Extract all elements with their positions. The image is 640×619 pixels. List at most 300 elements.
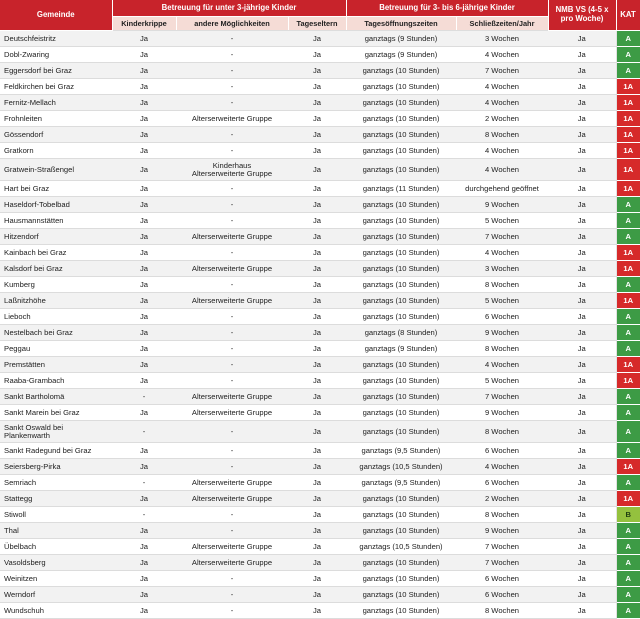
table-row (0, 571, 640, 587)
cell-kinderkrippe: Ja (112, 95, 176, 111)
cell-tageseltern: Ja (288, 491, 346, 507)
cell-nmb: Ja (548, 459, 616, 475)
cell-tageseltern: Ja (288, 79, 346, 95)
cell-kat: A (616, 421, 640, 443)
cell-andere-moeglichkeiten: - (176, 79, 288, 95)
cell-kat: A (616, 229, 640, 245)
cell-oeffnungszeiten: ganztags (10 Stunden) (346, 261, 456, 277)
cell-schliesszeiten: 6 Wochen (456, 443, 548, 459)
cell-oeffnungszeiten: ganztags (10 Stunden) (346, 213, 456, 229)
cell-gemeinde: Semriach (0, 475, 112, 491)
cell-andere-moeglichkeiten: - (176, 443, 288, 459)
cell-nmb: Ja (548, 31, 616, 47)
cell-oeffnungszeiten: ganztags (10,5 Stunden) (346, 539, 456, 555)
cell-gemeinde: Thal (0, 523, 112, 539)
cell-nmb: Ja (548, 555, 616, 571)
cell-gemeinde: Feldkirchen bei Graz (0, 79, 112, 95)
cell-schliesszeiten: 8 Wochen (456, 421, 548, 443)
table-row (0, 245, 640, 261)
table-row (0, 421, 640, 443)
cell-oeffnungszeiten: ganztags (10 Stunden) (346, 571, 456, 587)
table-body (0, 31, 640, 619)
cell-tageseltern: Ja (288, 127, 346, 143)
cell-nmb: Ja (548, 63, 616, 79)
column-header-kat: KAT (616, 0, 640, 31)
cell-gemeinde: Lieboch (0, 309, 112, 325)
cell-tageseltern: Ja (288, 95, 346, 111)
cell-kat: A (616, 63, 640, 79)
cell-schliesszeiten: 3 Wochen (456, 261, 548, 277)
cell-kinderkrippe: Ja (112, 277, 176, 293)
cell-tageseltern: Ja (288, 341, 346, 357)
cell-nmb: Ja (548, 47, 616, 63)
cell-andere-moeglichkeiten: - (176, 245, 288, 261)
cell-oeffnungszeiten: ganztags (10 Stunden) (346, 111, 456, 127)
cell-kinderkrippe: Ja (112, 143, 176, 159)
cell-schliesszeiten: 7 Wochen (456, 555, 548, 571)
cell-tageseltern: Ja (288, 181, 346, 197)
cell-gemeinde: Sankt Marein bei Graz (0, 405, 112, 421)
table-header (0, 0, 640, 31)
cell-kinderkrippe: - (112, 507, 176, 523)
cell-nmb: Ja (548, 491, 616, 507)
cell-nmb: Ja (548, 539, 616, 555)
cell-gemeinde: Sankt Bartholomä (0, 389, 112, 405)
table-row (0, 293, 640, 309)
cell-nmb: Ja (548, 181, 616, 197)
cell-oeffnungszeiten: ganztags (10 Stunden) (346, 587, 456, 603)
cell-gemeinde: Kainbach bei Graz (0, 245, 112, 261)
cell-gemeinde: Vasoldsberg (0, 555, 112, 571)
cell-gemeinde: Übelbach (0, 539, 112, 555)
cell-oeffnungszeiten: ganztags (10 Stunden) (346, 523, 456, 539)
cell-andere-moeglichkeiten: Alterserweiterte Gruppe (176, 111, 288, 127)
cell-tageseltern: Ja (288, 389, 346, 405)
cell-gemeinde: Hitzendorf (0, 229, 112, 245)
column-header-schliesszeiten: Schließzeiten/Jahr (456, 17, 548, 31)
cell-tageseltern: Ja (288, 213, 346, 229)
table-row (0, 459, 640, 475)
cell-tageseltern: Ja (288, 197, 346, 213)
cell-kat: 1A (616, 373, 640, 389)
cell-andere-moeglichkeiten: Alterserweiterte Gruppe (176, 229, 288, 245)
cell-kat: A (616, 47, 640, 63)
cell-kinderkrippe: - (112, 475, 176, 491)
cell-nmb: Ja (548, 159, 616, 181)
cell-schliesszeiten: 6 Wochen (456, 309, 548, 325)
cell-schliesszeiten: 6 Wochen (456, 475, 548, 491)
cell-oeffnungszeiten: ganztags (11 Stunden) (346, 181, 456, 197)
cell-nmb: Ja (548, 523, 616, 539)
cell-nmb: Ja (548, 213, 616, 229)
cell-schliesszeiten: 2 Wochen (456, 111, 548, 127)
cell-kat: A (616, 443, 640, 459)
cell-kat: A (616, 523, 640, 539)
cell-schliesszeiten: 5 Wochen (456, 293, 548, 309)
cell-tageseltern: Ja (288, 587, 346, 603)
cell-schliesszeiten: 4 Wochen (456, 357, 548, 373)
table-row (0, 587, 640, 603)
table-row (0, 111, 640, 127)
cell-nmb: Ja (548, 603, 616, 619)
cell-gemeinde: Eggersdorf bei Graz (0, 63, 112, 79)
cell-nmb: Ja (548, 95, 616, 111)
cell-tageseltern: Ja (288, 539, 346, 555)
cell-andere-moeglichkeiten: - (176, 197, 288, 213)
column-header-oeffnungszeiten: Tagesöffnungszeiten (346, 17, 456, 31)
cell-kat: A (616, 475, 640, 491)
cell-andere-moeglichkeiten: Alterserweiterte Gruppe (176, 261, 288, 277)
cell-kinderkrippe: Ja (112, 555, 176, 571)
cell-gemeinde: Hausmannstätten (0, 213, 112, 229)
cell-schliesszeiten: 3 Wochen (456, 31, 548, 47)
cell-tageseltern: Ja (288, 475, 346, 491)
cell-kat: 1A (616, 245, 640, 261)
cell-oeffnungszeiten: ganztags (10 Stunden) (346, 245, 456, 261)
cell-tageseltern: Ja (288, 63, 346, 79)
cell-nmb: Ja (548, 143, 616, 159)
cell-schliesszeiten: 7 Wochen (456, 63, 548, 79)
cell-oeffnungszeiten: ganztags (10 Stunden) (346, 603, 456, 619)
cell-gemeinde: Frohnleiten (0, 111, 112, 127)
cell-andere-moeglichkeiten: - (176, 523, 288, 539)
cell-kinderkrippe: Ja (112, 111, 176, 127)
cell-kinderkrippe: Ja (112, 159, 176, 181)
cell-tageseltern: Ja (288, 603, 346, 619)
cell-kinderkrippe: Ja (112, 261, 176, 277)
cell-andere-moeglichkeiten: Alterserweiterte Gruppe (176, 389, 288, 405)
cell-andere-moeglichkeiten: - (176, 459, 288, 475)
cell-oeffnungszeiten: ganztags (10 Stunden) (346, 277, 456, 293)
cell-gemeinde: Raaba-Grambach (0, 373, 112, 389)
cell-schliesszeiten: 4 Wochen (456, 47, 548, 63)
cell-andere-moeglichkeiten: - (176, 587, 288, 603)
cell-andere-moeglichkeiten: Alterserweiterte Gruppe (176, 405, 288, 421)
cell-kinderkrippe: Ja (112, 245, 176, 261)
cell-gemeinde: Dobl-Zwaring (0, 47, 112, 63)
cell-schliesszeiten: 9 Wochen (456, 197, 548, 213)
cell-kinderkrippe: Ja (112, 443, 176, 459)
cell-gemeinde: Stiwoll (0, 507, 112, 523)
cell-gemeinde: Sankt Oswald bei Plankenwarth (0, 421, 112, 443)
cell-kat: A (616, 309, 640, 325)
cell-oeffnungszeiten: ganztags (10 Stunden) (346, 555, 456, 571)
cell-andere-moeglichkeiten: - (176, 421, 288, 443)
cell-kat: A (616, 197, 640, 213)
cell-kat: 1A (616, 181, 640, 197)
table-row (0, 127, 640, 143)
cell-schliesszeiten: 2 Wochen (456, 491, 548, 507)
cell-schliesszeiten: 8 Wochen (456, 127, 548, 143)
cell-oeffnungszeiten: ganztags (9 Stunden) (346, 341, 456, 357)
cell-kinderkrippe: Ja (112, 571, 176, 587)
cell-kinderkrippe: Ja (112, 587, 176, 603)
cell-schliesszeiten: 9 Wochen (456, 325, 548, 341)
cell-oeffnungszeiten: ganztags (10 Stunden) (346, 127, 456, 143)
cell-kinderkrippe: Ja (112, 459, 176, 475)
cell-schliesszeiten: 5 Wochen (456, 373, 548, 389)
cell-nmb: Ja (548, 79, 616, 95)
table-row (0, 261, 640, 277)
table-row (0, 357, 640, 373)
table-row (0, 389, 640, 405)
cell-nmb: Ja (548, 421, 616, 443)
cell-kat: A (616, 571, 640, 587)
cell-oeffnungszeiten: ganztags (10 Stunden) (346, 405, 456, 421)
table-row (0, 475, 640, 491)
cell-oeffnungszeiten: ganztags (10 Stunden) (346, 491, 456, 507)
table-row (0, 603, 640, 619)
cell-oeffnungszeiten: ganztags (10 Stunden) (346, 143, 456, 159)
cell-tageseltern: Ja (288, 555, 346, 571)
cell-oeffnungszeiten: ganztags (10 Stunden) (346, 373, 456, 389)
cell-kat: 1A (616, 357, 640, 373)
cell-oeffnungszeiten: ganztags (10,5 Stunden) (346, 459, 456, 475)
cell-schliesszeiten: 4 Wochen (456, 245, 548, 261)
cell-andere-moeglichkeiten: - (176, 325, 288, 341)
cell-schliesszeiten: 4 Wochen (456, 143, 548, 159)
cell-kinderkrippe: Ja (112, 197, 176, 213)
cell-andere-moeglichkeiten: Alterserweiterte Gruppe (176, 293, 288, 309)
column-header-tageseltern: Tageseltern (288, 17, 346, 31)
cell-schliesszeiten: 4 Wochen (456, 159, 548, 181)
cell-tageseltern: Ja (288, 507, 346, 523)
cell-kinderkrippe: Ja (112, 603, 176, 619)
cell-andere-moeglichkeiten: - (176, 213, 288, 229)
cell-gemeinde: Kalsdorf bei Graz (0, 261, 112, 277)
cell-kat: A (616, 405, 640, 421)
cell-kinderkrippe: Ja (112, 127, 176, 143)
cell-gemeinde: Werndorf (0, 587, 112, 603)
cell-andere-moeglichkeiten: Alterserweiterte Gruppe (176, 475, 288, 491)
cell-gemeinde: Deutschfeistritz (0, 31, 112, 47)
cell-schliesszeiten: 8 Wochen (456, 507, 548, 523)
cell-kinderkrippe: Ja (112, 309, 176, 325)
cell-gemeinde: Peggau (0, 341, 112, 357)
cell-kinderkrippe: Ja (112, 31, 176, 47)
cell-kat: A (616, 341, 640, 357)
cell-gemeinde: Wundschuh (0, 603, 112, 619)
table-row (0, 143, 640, 159)
cell-kinderkrippe: Ja (112, 293, 176, 309)
cell-nmb: Ja (548, 587, 616, 603)
cell-schliesszeiten: 9 Wochen (456, 405, 548, 421)
cell-kat: A (616, 389, 640, 405)
table-row (0, 523, 640, 539)
cell-kat: 1A (616, 293, 640, 309)
cell-andere-moeglichkeiten: - (176, 31, 288, 47)
cell-schliesszeiten: 8 Wochen (456, 603, 548, 619)
table-row (0, 373, 640, 389)
cell-andere-moeglichkeiten: - (176, 95, 288, 111)
cell-kat: A (616, 213, 640, 229)
cell-andere-moeglichkeiten: - (176, 603, 288, 619)
cell-kat: 1A (616, 79, 640, 95)
cell-gemeinde: Nestelbach bei Graz (0, 325, 112, 341)
cell-schliesszeiten: 4 Wochen (456, 79, 548, 95)
cell-gemeinde: Stattegg (0, 491, 112, 507)
cell-nmb: Ja (548, 127, 616, 143)
cell-nmb: Ja (548, 293, 616, 309)
cell-oeffnungszeiten: ganztags (10 Stunden) (346, 229, 456, 245)
cell-nmb: Ja (548, 405, 616, 421)
table-row (0, 197, 640, 213)
cell-andere-moeglichkeiten: - (176, 357, 288, 373)
cell-schliesszeiten: 8 Wochen (456, 277, 548, 293)
cell-kat: 1A (616, 127, 640, 143)
cell-schliesszeiten: 7 Wochen (456, 229, 548, 245)
cell-kinderkrippe: Ja (112, 63, 176, 79)
column-header-kinderkrippe: Kinderkrippe (112, 17, 176, 31)
cell-nmb: Ja (548, 261, 616, 277)
cell-gemeinde: Sankt Radegund bei Graz (0, 443, 112, 459)
cell-kinderkrippe: Ja (112, 47, 176, 63)
cell-tageseltern: Ja (288, 459, 346, 475)
cell-gemeinde: Premstätten (0, 357, 112, 373)
cell-oeffnungszeiten: ganztags (10 Stunden) (346, 79, 456, 95)
cell-kinderkrippe: - (112, 389, 176, 405)
cell-tageseltern: Ja (288, 229, 346, 245)
cell-tageseltern: Ja (288, 357, 346, 373)
cell-kinderkrippe: Ja (112, 405, 176, 421)
cell-kinderkrippe: - (112, 421, 176, 443)
table-row (0, 229, 640, 245)
table-row (0, 213, 640, 229)
cell-oeffnungszeiten: ganztags (10 Stunden) (346, 421, 456, 443)
cell-oeffnungszeiten: ganztags (10 Stunden) (346, 293, 456, 309)
table-row (0, 181, 640, 197)
cell-tageseltern: Ja (288, 443, 346, 459)
cell-schliesszeiten: 8 Wochen (456, 341, 548, 357)
cell-schliesszeiten: 6 Wochen (456, 587, 548, 603)
cell-nmb: Ja (548, 197, 616, 213)
cell-kinderkrippe: Ja (112, 79, 176, 95)
cell-oeffnungszeiten: ganztags (8 Stunden) (346, 325, 456, 341)
cell-oeffnungszeiten: ganztags (10 Stunden) (346, 197, 456, 213)
column-header-andere: andere Möglichkeiten (176, 17, 288, 31)
table-row (0, 277, 640, 293)
cell-nmb: Ja (548, 571, 616, 587)
cell-schliesszeiten: 7 Wochen (456, 539, 548, 555)
table-row (0, 341, 640, 357)
cell-kat: A (616, 587, 640, 603)
table-row (0, 491, 640, 507)
table-row (0, 443, 640, 459)
cell-kat: A (616, 539, 640, 555)
cell-kat: 1A (616, 491, 640, 507)
cell-andere-moeglichkeiten: - (176, 143, 288, 159)
cell-andere-moeglichkeiten: - (176, 571, 288, 587)
cell-tageseltern: Ja (288, 159, 346, 181)
cell-nmb: Ja (548, 245, 616, 261)
cell-andere-moeglichkeiten: - (176, 277, 288, 293)
cell-oeffnungszeiten: ganztags (10 Stunden) (346, 63, 456, 79)
cell-gemeinde: Haseldorf-Tobelbad (0, 197, 112, 213)
cell-kinderkrippe: Ja (112, 181, 176, 197)
cell-schliesszeiten: 5 Wochen (456, 213, 548, 229)
table-row (0, 31, 640, 47)
group-header-3-to-6: Betreuung für 3- bis 6-jährige Kinder (346, 0, 548, 17)
cell-oeffnungszeiten: ganztags (9,5 Stunden) (346, 475, 456, 491)
cell-oeffnungszeiten: ganztags (9 Stunden) (346, 47, 456, 63)
cell-andere-moeglichkeiten: - (176, 309, 288, 325)
cell-andere-moeglichkeiten: - (176, 47, 288, 63)
cell-oeffnungszeiten: ganztags (9 Stunden) (346, 31, 456, 47)
cell-gemeinde: Hart bei Graz (0, 181, 112, 197)
table-row (0, 63, 640, 79)
cell-schliesszeiten: 9 Wochen (456, 523, 548, 539)
cell-kinderkrippe: Ja (112, 373, 176, 389)
table-row (0, 159, 640, 181)
cell-andere-moeglichkeiten: - (176, 127, 288, 143)
cell-kat: A (616, 277, 640, 293)
cell-kinderkrippe: Ja (112, 325, 176, 341)
cell-tageseltern: Ja (288, 111, 346, 127)
cell-tageseltern: Ja (288, 373, 346, 389)
cell-andere-moeglichkeiten: Alterserweiterte Gruppe (176, 491, 288, 507)
cell-andere-moeglichkeiten: - (176, 507, 288, 523)
column-header-gemeinde: Gemeinde (0, 0, 112, 31)
cell-gemeinde: Gratkorn (0, 143, 112, 159)
cell-oeffnungszeiten: ganztags (10 Stunden) (346, 159, 456, 181)
cell-tageseltern: Ja (288, 309, 346, 325)
cell-kinderkrippe: Ja (112, 357, 176, 373)
cell-tageseltern: Ja (288, 31, 346, 47)
cell-andere-moeglichkeiten: Alterserweiterte Gruppe (176, 539, 288, 555)
cell-tageseltern: Ja (288, 47, 346, 63)
cell-kinderkrippe: Ja (112, 523, 176, 539)
cell-nmb: Ja (548, 475, 616, 491)
table-row (0, 47, 640, 63)
table-row (0, 555, 640, 571)
cell-schliesszeiten: 7 Wochen (456, 389, 548, 405)
cell-schliesszeiten: 6 Wochen (456, 571, 548, 587)
cell-gemeinde: Gössendorf (0, 127, 112, 143)
cell-nmb: Ja (548, 373, 616, 389)
cell-oeffnungszeiten: ganztags (10 Stunden) (346, 95, 456, 111)
cell-tageseltern: Ja (288, 405, 346, 421)
table-row (0, 405, 640, 421)
group-header-under-3: Betreuung für unter 3-jährige Kinder (112, 0, 346, 17)
cell-kat: 1A (616, 159, 640, 181)
table-row (0, 309, 640, 325)
cell-oeffnungszeiten: ganztags (9,5 Stunden) (346, 443, 456, 459)
cell-andere-moeglichkeiten: - (176, 373, 288, 389)
cell-oeffnungszeiten: ganztags (10 Stunden) (346, 309, 456, 325)
cell-nmb: Ja (548, 507, 616, 523)
cell-kinderkrippe: Ja (112, 341, 176, 357)
cell-tageseltern: Ja (288, 571, 346, 587)
cell-nmb: Ja (548, 325, 616, 341)
cell-andere-moeglichkeiten: Kinderhaus Alterserweiterte Gruppe (176, 159, 288, 181)
cell-nmb: Ja (548, 277, 616, 293)
cell-kat: 1A (616, 111, 640, 127)
cell-schliesszeiten: 4 Wochen (456, 459, 548, 475)
cell-gemeinde: Seiersberg-Pirka (0, 459, 112, 475)
cell-kat: 1A (616, 95, 640, 111)
cell-oeffnungszeiten: ganztags (10 Stunden) (346, 357, 456, 373)
table-row (0, 507, 640, 523)
cell-tageseltern: Ja (288, 143, 346, 159)
cell-kinderkrippe: Ja (112, 213, 176, 229)
cell-schliesszeiten: durchgehend geöffnet (456, 181, 548, 197)
cell-nmb: Ja (548, 309, 616, 325)
cell-kat: A (616, 555, 640, 571)
cell-tageseltern: Ja (288, 277, 346, 293)
cell-kat: 1A (616, 143, 640, 159)
cell-tageseltern: Ja (288, 245, 346, 261)
cell-nmb: Ja (548, 341, 616, 357)
